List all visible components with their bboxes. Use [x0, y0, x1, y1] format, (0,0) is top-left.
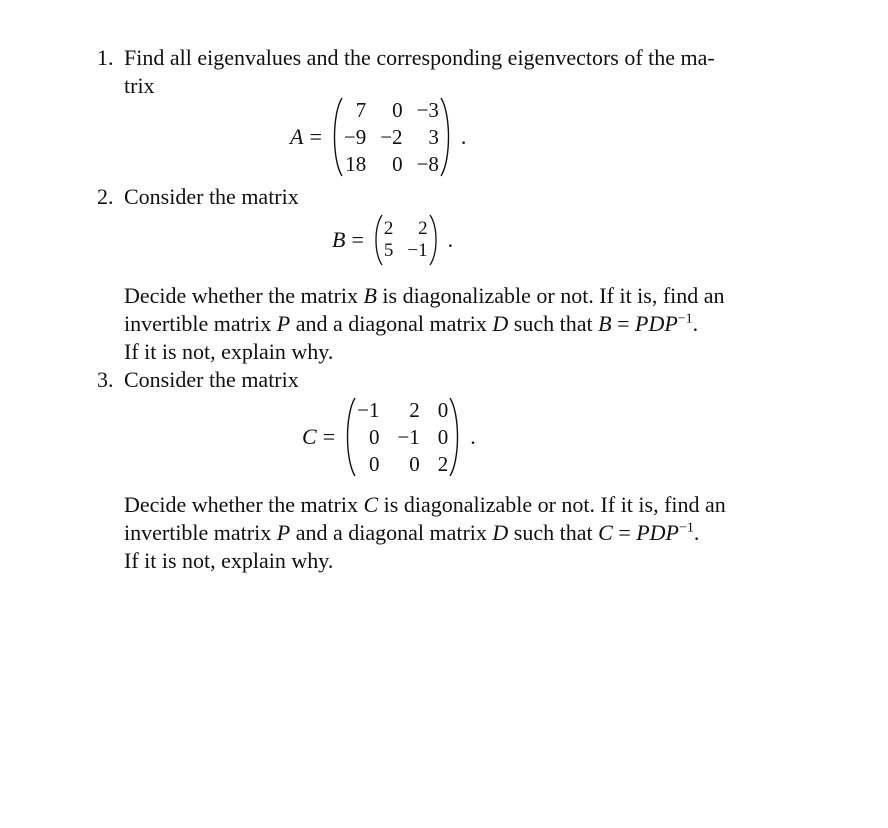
right-paren-icon [428, 213, 440, 267]
problem-2-text-line-1: Consider the matrix [124, 184, 299, 209]
matrix-c-equation [302, 396, 476, 478]
left-paren-icon [372, 213, 384, 267]
problem-2-matrix-var: B [363, 283, 377, 308]
matrix-c-cell: 2 [437, 451, 449, 476]
problem-2-var-d: D [492, 311, 509, 336]
matrix-c-cell: 2 [409, 397, 420, 422]
matrix-b-period: . [447, 227, 454, 252]
matrix-b-cell: 2 [418, 218, 428, 239]
matrix-c-cell: 0 [437, 397, 449, 422]
problem-3-decide-text-a: Decide whether the matrix [124, 492, 364, 517]
matrix-a-period: . [460, 124, 467, 149]
matrix-b-cell: 5 [383, 240, 394, 261]
matrix-a-cell: 0 [392, 97, 403, 122]
matrix-a-cell: 0 [392, 151, 403, 176]
matrix-a-cell: −8 [416, 151, 439, 176]
matrix-a-cell: −9 [343, 124, 367, 149]
problem-3-var-d: D [492, 520, 509, 545]
matrix-b-equation [332, 213, 453, 267]
matrix-a-label: A = [290, 124, 322, 149]
matrix-c [357, 397, 448, 478]
problem-2-decide-text-b: is diagonalizable or not. If it is, find an [376, 283, 725, 308]
problem-2-formula-sup: −1 [677, 311, 693, 327]
problem-3-var-p: P [276, 520, 291, 545]
matrix-c-period: . [470, 424, 476, 449]
matrix-c-label: C = [302, 424, 336, 449]
problem-3-formula-lhs: C [598, 520, 613, 545]
problem-2-number: 2. [97, 184, 114, 209]
problem-3-text-line-3: If it is not, explain why. [124, 548, 334, 573]
matrix-b-label: B = [332, 227, 364, 252]
problem-2-text-line-3: If it is not, explain why. [124, 339, 334, 364]
problem-3-formula-rhs: PDP [636, 520, 679, 545]
problem-1-text-line-1: Find all eigenvalues and the corresponding eigenvectors of the ma- [124, 45, 715, 70]
matrix-b-cell: −1 [407, 240, 428, 261]
matrix-a-cell: 18 [345, 151, 367, 176]
problem-2-line2-mid: and a diagonal matrix [290, 311, 493, 336]
problem-2-line2-tail: such that [508, 311, 599, 336]
problem-2-decide-line [124, 282, 725, 310]
left-paren-icon [343, 396, 357, 478]
problem-3-number: 3. [97, 367, 114, 392]
matrix-c-cell: 0 [409, 451, 420, 476]
right-paren-icon [448, 396, 462, 478]
matrix-c-cell: 0 [437, 424, 449, 449]
problem-3-formula-end: . [693, 520, 700, 545]
problem-3-decide-text-b: is diagonalizable or not. If it is, find an [378, 492, 726, 517]
matrix-c-cell: 0 [368, 424, 380, 449]
problem-2-decide-text-a: Decide whether the matrix [124, 283, 364, 308]
left-paren-icon [330, 96, 344, 178]
problem-2-formula-lhs: B [598, 311, 612, 336]
problem-3-formula-sup: −1 [679, 520, 694, 536]
matrix-b [384, 218, 428, 262]
problem-1-number: 1. [97, 45, 114, 70]
problem-2-formula-end: . [692, 311, 699, 336]
problem-1-text-line-2: trix [124, 73, 155, 98]
matrix-c-cell: −1 [357, 397, 380, 422]
matrix-a-cell: 3 [428, 124, 439, 149]
problem-3-line2-tail: such that [508, 520, 599, 545]
problem-3-line2-mid: and a diagonal matrix [290, 520, 493, 545]
problem-3-matrix-var: C [363, 492, 379, 517]
problem-2-formula-rhs: PDP [635, 311, 678, 336]
matrix-c-cell: −1 [397, 424, 420, 449]
matrix-a-equation [290, 96, 466, 178]
problem-2-formula-eq: = [611, 311, 635, 336]
matrix-b-cell: 2 [383, 218, 394, 239]
problem-3-invertible-line [124, 519, 699, 547]
right-paren-icon [439, 96, 453, 178]
matrix-c-cell: 0 [368, 451, 380, 476]
matrix-a [344, 97, 439, 178]
matrix-a-cell: −3 [416, 97, 439, 122]
problem-3-line2-a: invertible matrix [124, 520, 277, 545]
problem-2-var-p: P [276, 311, 291, 336]
matrix-a-cell: 7 [355, 97, 367, 122]
problem-3-text-line-1: Consider the matrix [124, 367, 299, 392]
problem-2-line2-a: invertible matrix [124, 311, 277, 336]
problem-3-decide-line [124, 491, 726, 519]
problem-3-formula-eq: = [612, 520, 637, 545]
matrix-a-cell: −2 [380, 124, 403, 149]
problem-2-invertible-line [124, 310, 698, 338]
